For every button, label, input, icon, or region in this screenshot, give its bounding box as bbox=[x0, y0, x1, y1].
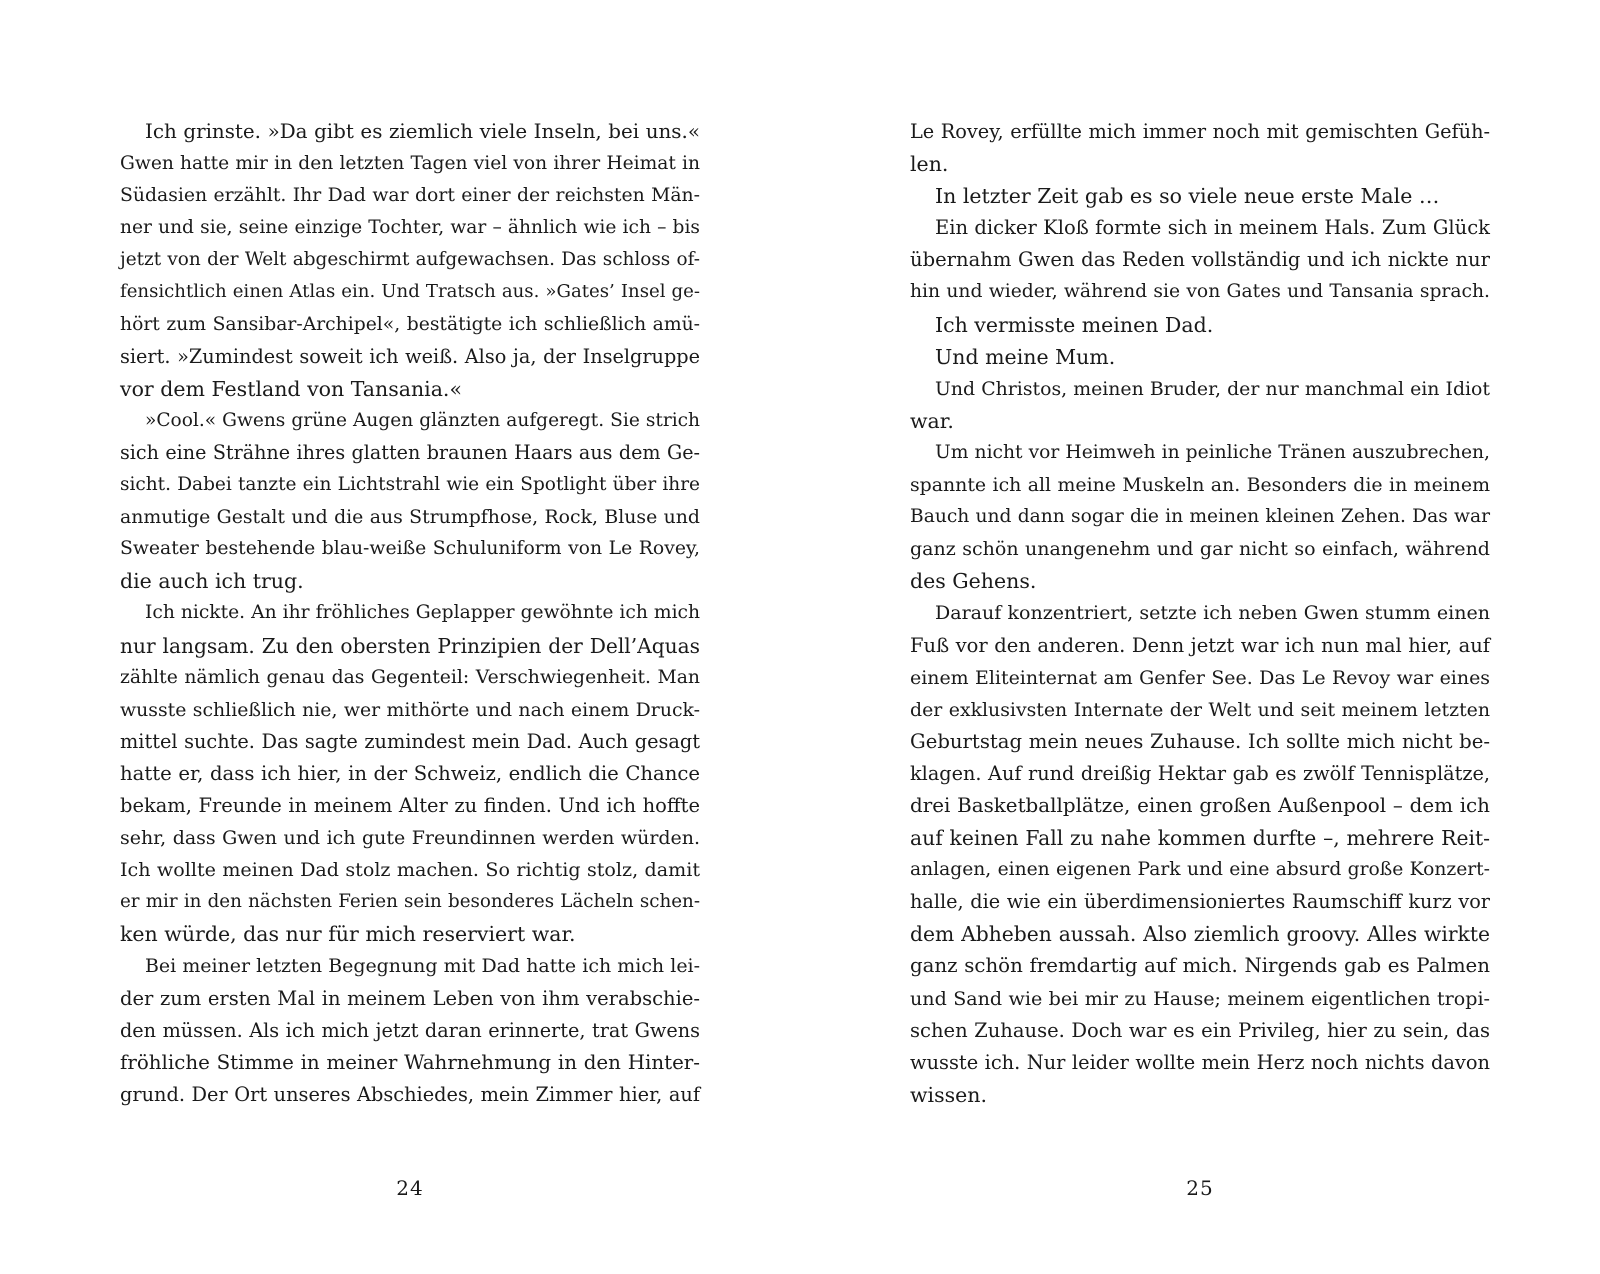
text-line: anlagen, einen eigenen Park und eine absurd große Konzert- bbox=[910, 859, 1490, 881]
text-line: Le Rovey, erfüllte mich immer noch mit gemischten Gefüh- bbox=[910, 120, 1490, 143]
text-line: zählte nämlich genau das Gegenteil: Verschwiegenheit. Man bbox=[120, 666, 700, 688]
left-page-text bbox=[120, 116, 700, 1116]
text-line: fensichtlich einen Atlas ein. Und Tratsch aus. »Gates’ Insel ge- bbox=[120, 281, 700, 303]
text-line: Und Christos, meinen Bruder, der nur manchmal ein Idiot bbox=[935, 377, 1490, 400]
text-line: halle, die wie ein überdimensioniertes Raumschiff kurz vor bbox=[910, 890, 1490, 914]
text-line: spannte ich all meine Muskeln an. Besonders die in meinem bbox=[910, 474, 1490, 497]
right-page-number: 25 bbox=[1186, 1176, 1214, 1200]
text-line: sehr, dass Gwen und ich gute Freundinnen werden würden. bbox=[120, 827, 700, 850]
left-page-number: 24 bbox=[396, 1176, 424, 1200]
text-line: war. bbox=[910, 408, 954, 433]
text-line: und Sand wie bei mir zu Hause; meinem eigentlichen tropi- bbox=[910, 987, 1490, 1010]
text-line: er mir in den nächsten Ferien sein besonderes Lächeln schen- bbox=[120, 891, 700, 913]
text-line: der exklusivsten Internate der Welt und seit meinem letzten bbox=[910, 698, 1490, 721]
text-line: drei Basketballplätze, einen großen Außenpool – dem ich bbox=[910, 793, 1490, 817]
text-line: ganz schön unangenehm und gar nicht so einfach, während bbox=[910, 538, 1490, 561]
text-line: Ich vermisste meinen Dad. bbox=[935, 312, 1214, 337]
text-line: siert. »Zumindest soweit ich weiß. Also ja, der Inselgruppe bbox=[120, 344, 700, 368]
text-line: schen Zuhause. Doch war es ein Privileg, hier zu sein, das bbox=[910, 1018, 1490, 1042]
text-line: klagen. Auf rund dreißig Hektar gab es zwölf Tennisplätze, bbox=[910, 761, 1490, 785]
text-line: »Cool.« Gwens grüne Augen glänzten aufgeregt. Sie strich bbox=[145, 409, 700, 431]
text-line: Südasien erzählt. Ihr Dad war dort einer der reichsten Män- bbox=[120, 185, 700, 207]
text-line: hatte er, dass ich hier, in der Schweiz, endlich die Chance bbox=[120, 761, 700, 785]
text-line: Gwen hatte mir in den letzten Tagen viel von ihrer Heimat in bbox=[120, 153, 700, 175]
text-line: der zum ersten Mal in meinem Leben von ihm verabschie- bbox=[120, 986, 700, 1010]
text-line: Ich nickte. An ihr fröhliches Geplapper gewöhnte ich mich bbox=[145, 602, 700, 624]
text-line: Darauf konzentriert, setzte ich neben Gwen stumm einen bbox=[935, 602, 1490, 625]
text-line: des Gehens. bbox=[910, 569, 1037, 594]
text-line: fröhliche Stimme in meiner Wahrnehmung in den Hinter- bbox=[120, 1050, 700, 1074]
text-line: Ich grinste. »Da gibt es ziemlich viele Inseln, bei uns.« bbox=[145, 120, 700, 143]
text-line: Um nicht vor Heimweh in peinliche Tränen auszubrechen, bbox=[935, 441, 1490, 463]
text-line: einem Eliteinternat am Genfer See. Das Le Revoy war eines bbox=[910, 666, 1490, 689]
text-line: hin und wieder, während sie von Gates und Tansania sprach. bbox=[910, 281, 1490, 303]
text-line: vor dem Festland von Tansania.« bbox=[120, 376, 462, 401]
text-line: Geburtstag mein neues Zuhause. Ich sollte mich nicht be- bbox=[910, 729, 1490, 753]
text-line: mittel suchte. Das sagte zumindest mein Dad. Auch gesagt bbox=[120, 729, 700, 753]
text-line: ken würde, das nur für mich reserviert war. bbox=[120, 922, 576, 947]
text-line: Bei meiner letzten Begegnung mit Dad hatte ich mich lei- bbox=[145, 955, 700, 978]
text-line: Bauch und dann sogar die in meinen kleinen Zehen. Das war bbox=[910, 506, 1490, 528]
text-line: sich eine Strähne ihres glatten braunen Haars aus dem Ge- bbox=[120, 440, 700, 464]
text-line: auf keinen Fall zu nahe kommen durfte –, mehrere Reit- bbox=[910, 826, 1490, 851]
text-line: dem Abheben aussah. Also ziemlich groovy. Alles wirkte bbox=[910, 922, 1490, 947]
text-line: sicht. Dabei tanzte ein Lichtstrahl wie ein Spotlight über ihre bbox=[120, 474, 700, 496]
text-line: Ein dicker Kloß formte sich in meinem Hals. Zum Glück bbox=[935, 216, 1490, 240]
text-line: wissen. bbox=[910, 1082, 987, 1107]
right-page-text bbox=[910, 116, 1490, 1116]
text-line: Und meine Mum. bbox=[935, 344, 1116, 369]
text-line: übernahm Gwen das Reden vollständig und ich nickte nur bbox=[910, 248, 1490, 272]
text-line: nur langsam. Zu den obersten Prinzipien der Dell’Aquas bbox=[120, 633, 700, 658]
text-line: grund. Der Ort unseres Abschiedes, mein Zimmer hier, auf bbox=[120, 1082, 700, 1106]
text-line: len. bbox=[910, 152, 949, 177]
text-line: In letzter Zeit gab es so viele neue erste Male … bbox=[935, 184, 1440, 209]
text-line: ganz schön fremdartig auf mich. Nirgends gab es Palmen bbox=[910, 954, 1490, 978]
text-line: die auch ich trug. bbox=[120, 569, 304, 594]
text-line: bekam, Freunde in meinem Alter zu finden. Und ich hoffte bbox=[120, 793, 700, 817]
text-line: Ich wollte meinen Dad stolz machen. So richtig stolz, damit bbox=[120, 859, 700, 882]
text-line: hört zum Sansibar-Archipel«, bestätigte ich schließlich amü- bbox=[120, 313, 700, 335]
text-line: Fuß vor den anderen. Denn jetzt war ich nun mal hier, auf bbox=[910, 633, 1490, 657]
text-line: ner und sie, seine einzige Tochter, war – ähnlich wie ich – bis bbox=[120, 217, 700, 239]
text-line: wusste ich. Nur leider wollte mein Herz noch nichts davon bbox=[910, 1050, 1490, 1074]
text-line: den müssen. Als ich mich jetzt daran erinnerte, trat Gwens bbox=[120, 1018, 700, 1042]
text-line: jetzt von der Welt abgeschirmt aufgewachsen. Das schloss of- bbox=[120, 249, 700, 271]
text-line: wusste schließlich nie, wer mithörte und nach einem Druck- bbox=[120, 698, 700, 721]
text-line: Sweater bestehende blau-weiße Schuluniform von Le Rovey, bbox=[120, 538, 700, 560]
text-line: anmutige Gestalt und die aus Strumpfhose, Rock, Bluse und bbox=[120, 506, 700, 529]
